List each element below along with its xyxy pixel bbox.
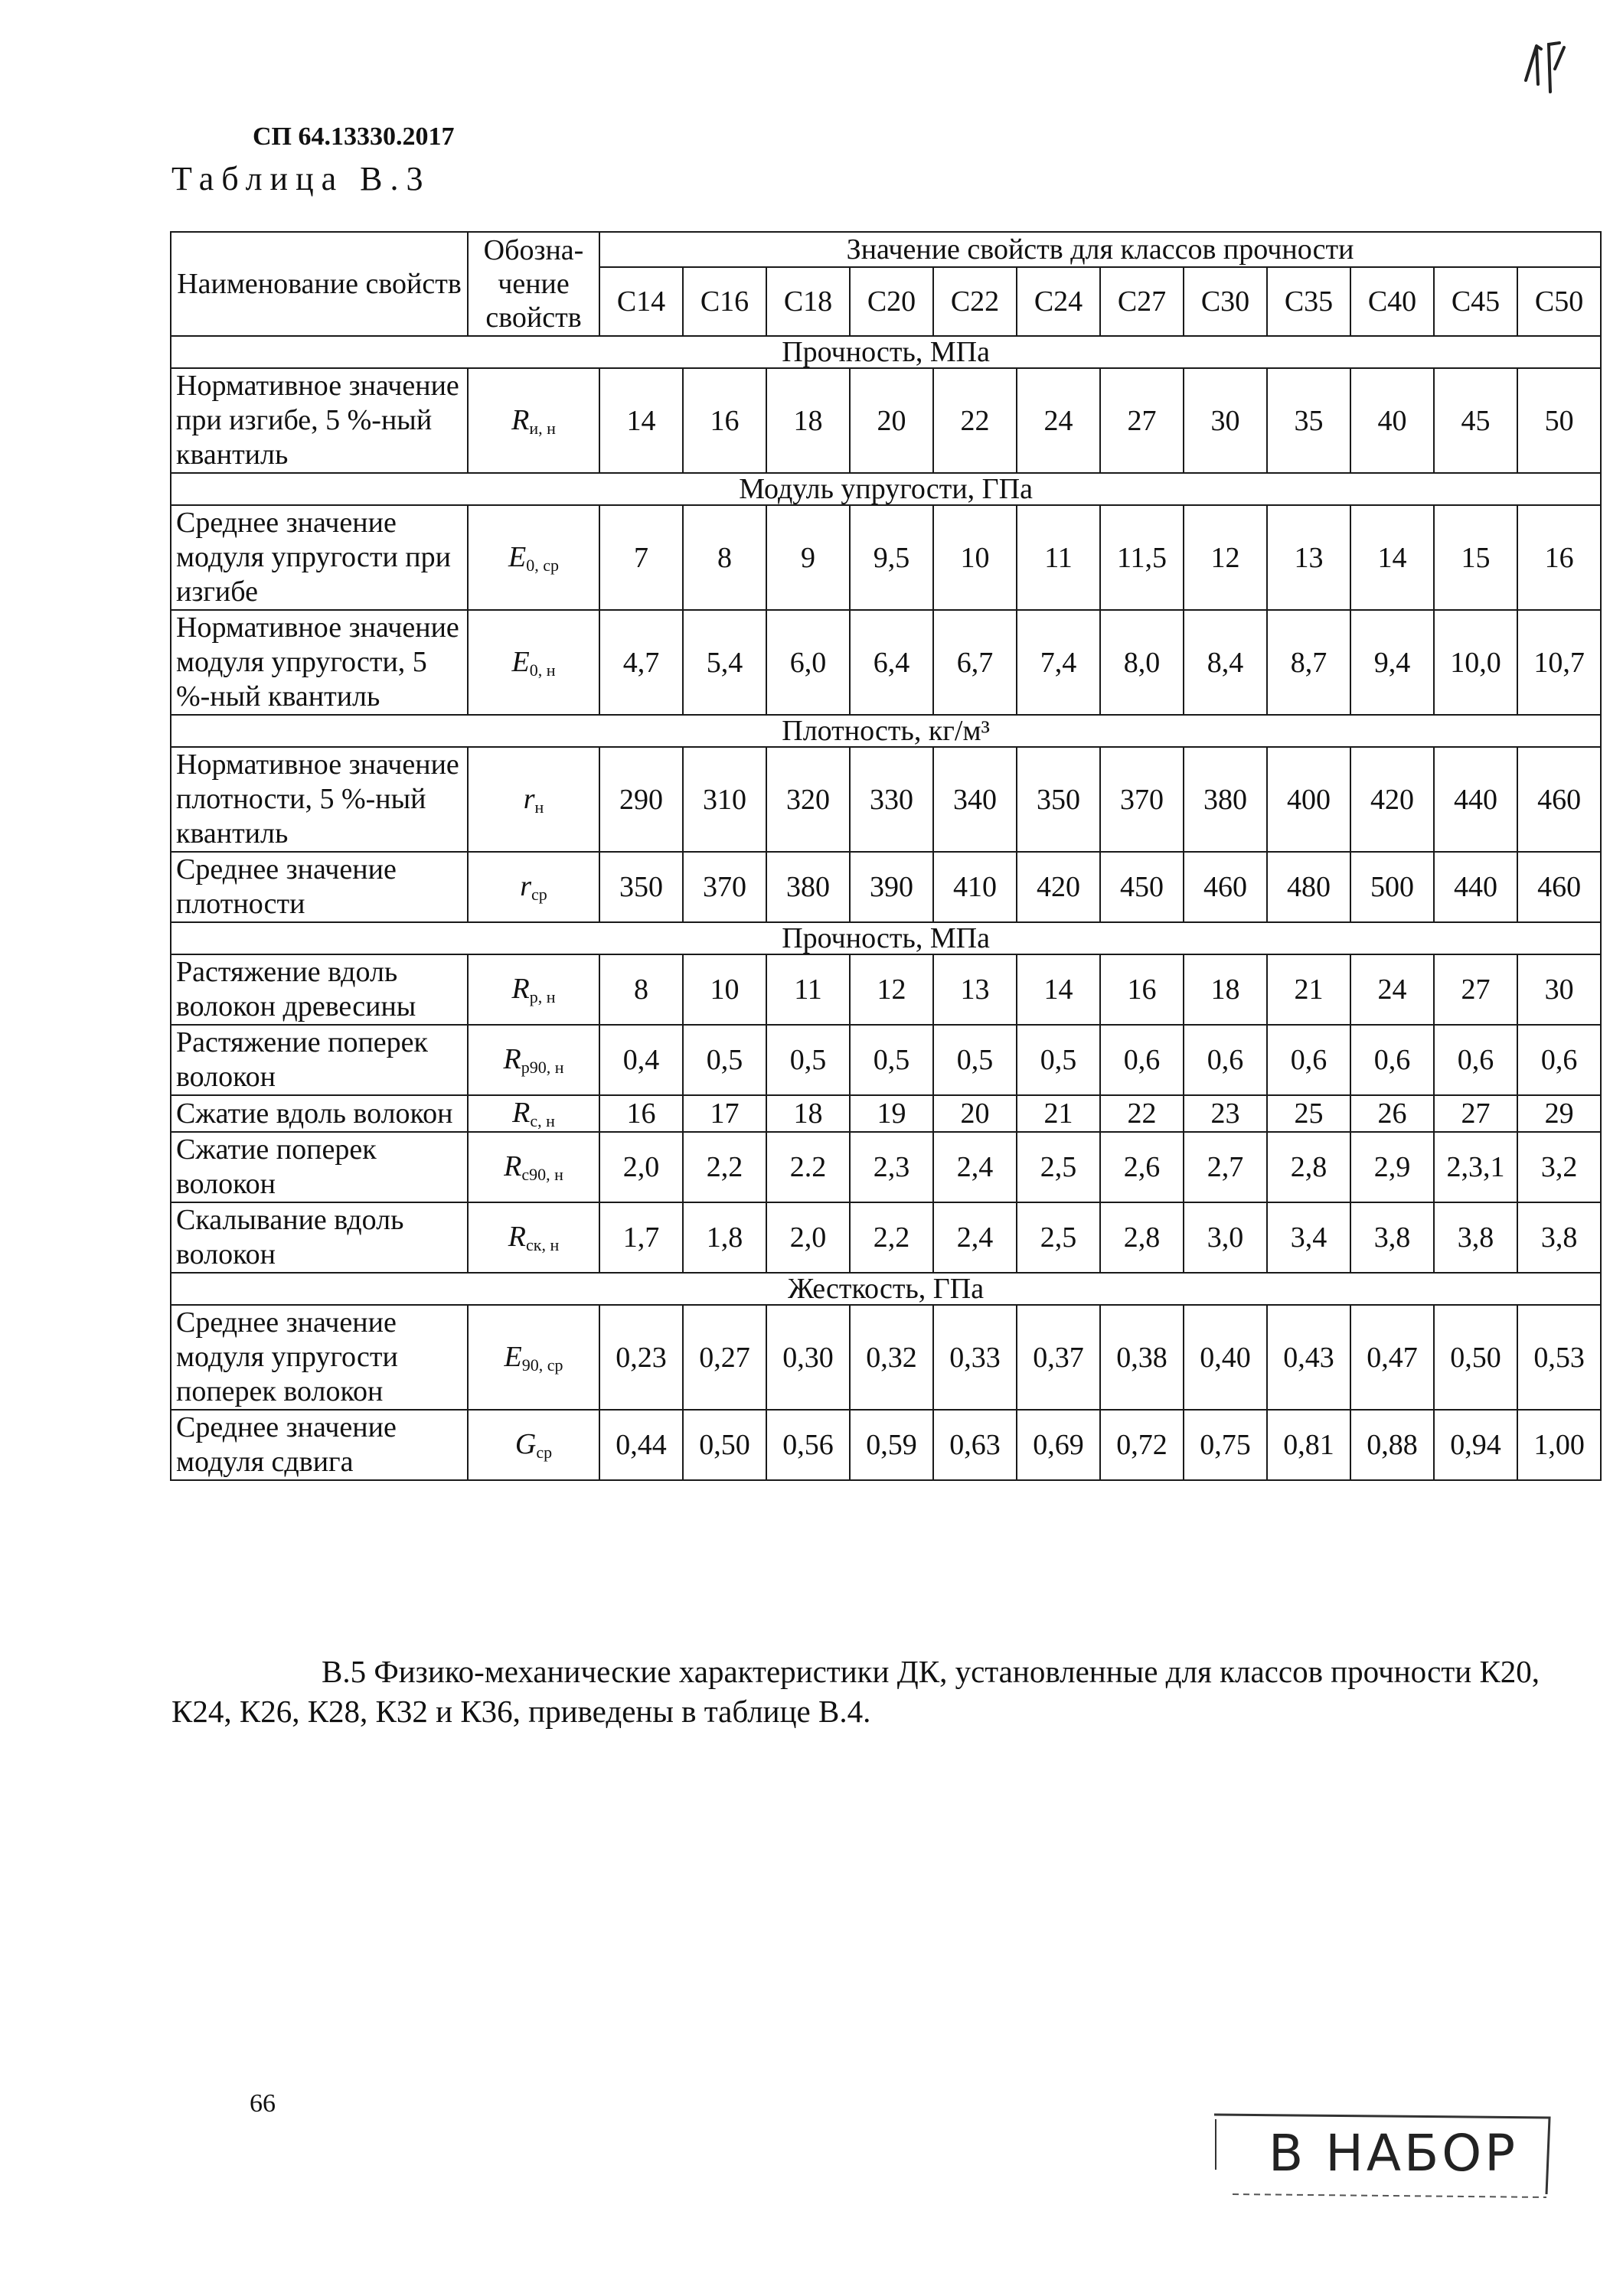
value-cell: 0,63 — [933, 1410, 1017, 1480]
value-cell: 9 — [766, 505, 850, 610]
value-cell: 3,8 — [1517, 1202, 1601, 1273]
property-symbol — [468, 1095, 599, 1132]
value-cell: 22 — [933, 368, 1017, 473]
document-code: СП 64.13330.2017 — [253, 122, 455, 151]
property-name: Нормативное значение модуля упругости, 5 %-ный квантиль — [171, 610, 468, 715]
value-cell: 27 — [1100, 368, 1184, 473]
value-cell: 0,69 — [1017, 1410, 1100, 1480]
value-cell: 400 — [1267, 747, 1350, 852]
header-symbol: Обозна-чение свойств — [468, 232, 599, 336]
value-cell: 26 — [1350, 1095, 1434, 1132]
section-title: Жесткость, ГПа — [171, 1273, 1601, 1305]
value-cell: 12 — [1184, 505, 1267, 610]
value-cell: 8 — [599, 954, 683, 1025]
table-row — [171, 1410, 1601, 1480]
symbol-letter: E — [508, 540, 527, 573]
value-cell: 370 — [683, 852, 766, 922]
value-cell: 0,88 — [1350, 1410, 1434, 1480]
section-title: Прочность, МПа — [171, 336, 1601, 368]
value-cell: 17 — [683, 1095, 766, 1132]
value-cell: 11 — [766, 954, 850, 1025]
symbol-letter: E — [504, 1340, 522, 1373]
property-name: Среднее значение модуля упругости поперек волокон — [171, 1305, 468, 1410]
value-cell: 0,44 — [599, 1410, 683, 1480]
property-symbol — [468, 1025, 599, 1095]
symbol-letter: R — [503, 1043, 521, 1075]
value-cell: 2,2 — [683, 1132, 766, 1202]
value-cell: 0,56 — [766, 1410, 850, 1480]
table-row — [171, 1025, 1601, 1095]
symbol-subscript: р, н — [529, 987, 556, 1006]
value-cell: 0,6 — [1434, 1025, 1517, 1095]
table-header-row — [171, 232, 1601, 267]
value-cell: 10,7 — [1517, 610, 1601, 715]
property-name: Сжатие поперек волокон — [171, 1132, 468, 1202]
value-cell: 2,5 — [1017, 1132, 1100, 1202]
value-cell: 0,50 — [1434, 1305, 1517, 1410]
value-cell: 2,5 — [1017, 1202, 1100, 1273]
class-header-cell: С16 — [683, 267, 766, 336]
table-row — [171, 505, 1601, 610]
value-cell: 0,43 — [1267, 1305, 1350, 1410]
section-title: Модуль упругости, ГПа — [171, 473, 1601, 505]
property-symbol — [468, 852, 599, 922]
value-cell: 420 — [1017, 852, 1100, 922]
value-cell: 500 — [1350, 852, 1434, 922]
value-cell: 0,5 — [1017, 1025, 1100, 1095]
value-cell: 25 — [1267, 1095, 1350, 1132]
section-row — [171, 336, 1601, 368]
table-caption: Таблица В.3 — [171, 160, 431, 197]
value-cell: 2,0 — [766, 1202, 850, 1273]
value-cell: 23 — [1184, 1095, 1267, 1132]
value-cell: 3,8 — [1434, 1202, 1517, 1273]
property-name: Растяжение поперек волокон — [171, 1025, 468, 1095]
section-title: Плотность, кг/м³ — [171, 715, 1601, 747]
symbol-subscript: с90, н — [521, 1165, 563, 1184]
value-cell: 6,7 — [933, 610, 1017, 715]
symbol-letter: R — [504, 1150, 522, 1182]
value-cell: 21 — [1017, 1095, 1100, 1132]
value-cell: 0,94 — [1434, 1410, 1517, 1480]
value-cell: 13 — [933, 954, 1017, 1025]
value-cell: 2,4 — [933, 1132, 1017, 1202]
value-cell: 1,8 — [683, 1202, 766, 1273]
class-header-cell: С24 — [1017, 267, 1100, 336]
property-name: Растяжение вдоль волокон древесины — [171, 954, 468, 1025]
value-cell: 0,23 — [599, 1305, 683, 1410]
value-cell: 40 — [1350, 368, 1434, 473]
value-cell: 20 — [933, 1095, 1017, 1132]
section-row — [171, 922, 1601, 954]
value-cell: 0,5 — [683, 1025, 766, 1095]
value-cell: 2,6 — [1100, 1132, 1184, 1202]
value-cell: 8 — [683, 505, 766, 610]
symbol-subscript: р90, н — [521, 1058, 564, 1077]
value-cell: 0,27 — [683, 1305, 766, 1410]
value-cell: 2,4 — [933, 1202, 1017, 1273]
value-cell: 7 — [599, 505, 683, 610]
value-cell: 2,0 — [599, 1132, 683, 1202]
class-header-cell: С18 — [766, 267, 850, 336]
value-cell: 440 — [1434, 852, 1517, 922]
table-row — [171, 1305, 1601, 1410]
value-cell: 14 — [1017, 954, 1100, 1025]
property-symbol — [468, 505, 599, 610]
value-cell: 330 — [850, 747, 933, 852]
value-cell: 10 — [683, 954, 766, 1025]
value-cell: 0,6 — [1267, 1025, 1350, 1095]
property-symbol — [468, 1410, 599, 1480]
value-cell: 9,4 — [1350, 610, 1434, 715]
value-cell: 0,30 — [766, 1305, 850, 1410]
value-cell: 15 — [1434, 505, 1517, 610]
value-cell: 24 — [1350, 954, 1434, 1025]
value-cell: 16 — [1100, 954, 1184, 1025]
properties-table — [170, 231, 1602, 1481]
class-header-cell: С14 — [599, 267, 683, 336]
value-cell: 340 — [933, 747, 1017, 852]
value-cell: 0,37 — [1017, 1305, 1100, 1410]
value-cell: 20 — [850, 368, 933, 473]
value-cell: 11,5 — [1100, 505, 1184, 610]
value-cell: 0,72 — [1100, 1410, 1184, 1480]
table-row — [171, 954, 1601, 1025]
value-cell: 350 — [599, 852, 683, 922]
class-header-cell: С50 — [1517, 267, 1601, 336]
value-cell: 0,6 — [1100, 1025, 1184, 1095]
section-row — [171, 473, 1601, 505]
value-cell: 450 — [1100, 852, 1184, 922]
value-cell: 8,7 — [1267, 610, 1350, 715]
value-cell: 18 — [1184, 954, 1267, 1025]
symbol-letter: G — [514, 1428, 537, 1460]
value-cell: 10 — [933, 505, 1017, 610]
page-number: 66 — [250, 2089, 276, 2118]
value-cell: 320 — [766, 747, 850, 852]
value-cell: 27 — [1434, 954, 1517, 1025]
value-cell: 6,0 — [766, 610, 850, 715]
value-cell: 30 — [1184, 368, 1267, 473]
symbol-subscript: 90, ср — [521, 1355, 563, 1375]
value-cell: 420 — [1350, 747, 1434, 852]
value-cell: 0,32 — [850, 1305, 933, 1410]
symbol-subscript: ск, н — [525, 1235, 560, 1254]
table-row — [171, 1132, 1601, 1202]
table-row — [171, 368, 1601, 473]
value-cell: 0,5 — [766, 1025, 850, 1095]
value-cell: 50 — [1517, 368, 1601, 473]
property-name: Скалывание вдоль волокон — [171, 1202, 468, 1273]
value-cell: 19 — [850, 1095, 933, 1132]
value-cell: 14 — [599, 368, 683, 473]
value-cell: 13 — [1267, 505, 1350, 610]
value-cell: 2.2 — [766, 1132, 850, 1202]
value-cell: 310 — [683, 747, 766, 852]
value-cell: 3,2 — [1517, 1132, 1601, 1202]
value-cell: 0,53 — [1517, 1305, 1601, 1410]
value-cell: 380 — [1184, 747, 1267, 852]
value-cell: 10,0 — [1434, 610, 1517, 715]
value-cell: 0,40 — [1184, 1305, 1267, 1410]
class-header-cell: С35 — [1267, 267, 1350, 336]
value-cell: 0,33 — [933, 1305, 1017, 1410]
value-cell: 2,9 — [1350, 1132, 1434, 1202]
symbol-subscript: ср — [531, 885, 547, 904]
value-cell: 18 — [766, 1095, 850, 1132]
paragraph-text: В.5 Физико-механические характеристики ДК, установленные для классов прочности К20, К24, К26, К28, К32 и К36, приведены в таблице В.4. — [171, 1654, 1540, 1729]
value-cell: 8,0 — [1100, 610, 1184, 715]
property-name: Нормативное значение при изгибе, 5 %-ный квантиль — [171, 368, 468, 473]
value-cell: 380 — [766, 852, 850, 922]
property-name: Среднее значение модуля упругости при изгибе — [171, 505, 468, 610]
handwritten-page-number — [1520, 38, 1573, 99]
property-symbol — [468, 368, 599, 473]
value-cell: 6,4 — [850, 610, 933, 715]
value-cell: 16 — [599, 1095, 683, 1132]
symbol-subscript: с, н — [530, 1111, 555, 1130]
property-symbol — [468, 1202, 599, 1273]
value-cell: 0,38 — [1100, 1305, 1184, 1410]
property-symbol — [468, 610, 599, 715]
section-row — [171, 715, 1601, 747]
value-cell: 45 — [1434, 368, 1517, 473]
value-cell: 16 — [683, 368, 766, 473]
value-cell: 0,6 — [1350, 1025, 1434, 1095]
property-name: Сжатие вдоль волокон — [171, 1095, 468, 1132]
class-header-cell: С40 — [1350, 267, 1434, 336]
value-cell: 1,00 — [1517, 1410, 1601, 1480]
value-cell: 22 — [1100, 1095, 1184, 1132]
symbol-letter: E — [511, 645, 530, 678]
value-cell: 29 — [1517, 1095, 1601, 1132]
value-cell: 460 — [1517, 852, 1601, 922]
symbol-letter: R — [512, 1097, 531, 1129]
value-cell: 460 — [1184, 852, 1267, 922]
value-cell: 480 — [1267, 852, 1350, 922]
symbol-letter: r — [523, 782, 535, 815]
value-cell: 2,2 — [850, 1202, 933, 1273]
symbol-letter: r — [520, 870, 532, 902]
value-cell: 0,5 — [850, 1025, 933, 1095]
value-cell: 2,3 — [850, 1132, 933, 1202]
value-cell: 460 — [1517, 747, 1601, 852]
table-row — [171, 1095, 1601, 1132]
value-cell: 3,4 — [1267, 1202, 1350, 1273]
value-cell: 2,8 — [1267, 1132, 1350, 1202]
value-cell: 0,47 — [1350, 1305, 1434, 1410]
value-cell: 4,7 — [599, 610, 683, 715]
table-row — [171, 747, 1601, 852]
symbol-subscript: н — [534, 797, 544, 817]
value-cell: 0,59 — [850, 1410, 933, 1480]
value-cell: 9,5 — [850, 505, 933, 610]
value-cell: 0,4 — [599, 1025, 683, 1095]
value-cell: 27 — [1434, 1095, 1517, 1132]
value-cell: 3,0 — [1184, 1202, 1267, 1273]
symbol-subscript: 0, ср — [526, 555, 559, 575]
value-cell: 16 — [1517, 505, 1601, 610]
property-name: Нормативное значение плотности, 5 %-ный квантиль — [171, 747, 468, 852]
value-cell: 18 — [766, 368, 850, 473]
value-cell: 30 — [1517, 954, 1601, 1025]
value-cell: 440 — [1434, 747, 1517, 852]
value-cell: 290 — [599, 747, 683, 852]
value-cell: 8,4 — [1184, 610, 1267, 715]
value-cell: 24 — [1017, 368, 1100, 473]
table-row — [171, 610, 1601, 715]
value-cell: 350 — [1017, 747, 1100, 852]
table-row — [171, 852, 1601, 922]
value-cell: 410 — [933, 852, 1017, 922]
symbol-letter: R — [508, 1221, 526, 1253]
property-symbol — [468, 1132, 599, 1202]
section-title: Прочность, МПа — [171, 922, 1601, 954]
value-cell: 370 — [1100, 747, 1184, 852]
value-cell: 14 — [1350, 505, 1434, 610]
value-cell: 0,5 — [933, 1025, 1017, 1095]
property-symbol — [468, 954, 599, 1025]
value-cell: 0,50 — [683, 1410, 766, 1480]
symbol-letter: R — [511, 403, 530, 436]
symbol-subscript: 0, н — [529, 660, 556, 680]
value-cell: 11 — [1017, 505, 1100, 610]
value-cell: 2,3,1 — [1434, 1132, 1517, 1202]
symbol-subscript: ср — [536, 1443, 553, 1462]
property-name: Среднее значение модуля сдвига — [171, 1410, 468, 1480]
class-header-cell: С30 — [1184, 267, 1267, 336]
value-cell: 7,4 — [1017, 610, 1100, 715]
value-cell: 1,7 — [599, 1202, 683, 1273]
value-cell: 390 — [850, 852, 933, 922]
class-header-cell: С27 — [1100, 267, 1184, 336]
class-header-cell: С20 — [850, 267, 933, 336]
section-row — [171, 1273, 1601, 1305]
value-cell: 0,6 — [1517, 1025, 1601, 1095]
header-group: Значение свойств для классов прочности — [599, 232, 1601, 267]
value-cell: 12 — [850, 954, 933, 1025]
property-symbol — [468, 747, 599, 852]
value-cell: 0,75 — [1184, 1410, 1267, 1480]
value-cell: 0,6 — [1184, 1025, 1267, 1095]
value-cell: 3,8 — [1350, 1202, 1434, 1273]
value-cell: 2,7 — [1184, 1132, 1267, 1202]
property-symbol — [468, 1305, 599, 1410]
value-cell: 21 — [1267, 954, 1350, 1025]
value-cell: 35 — [1267, 368, 1350, 473]
property-name: Среднее значение плотности — [171, 852, 468, 922]
class-header-cell: С45 — [1434, 267, 1517, 336]
stamp-text: В НАБОР — [1268, 2124, 1519, 2183]
value-cell: 2,8 — [1100, 1202, 1184, 1273]
table-row — [171, 1202, 1601, 1273]
value-cell: 5,4 — [683, 610, 766, 715]
paragraph-b5 — [171, 1652, 1580, 1731]
class-header-cell: С22 — [933, 267, 1017, 336]
header-name: Наименование свойств — [171, 232, 468, 336]
symbol-subscript: и, н — [529, 418, 556, 438]
symbol-letter: R — [511, 973, 530, 1005]
value-cell: 0,81 — [1267, 1410, 1350, 1480]
